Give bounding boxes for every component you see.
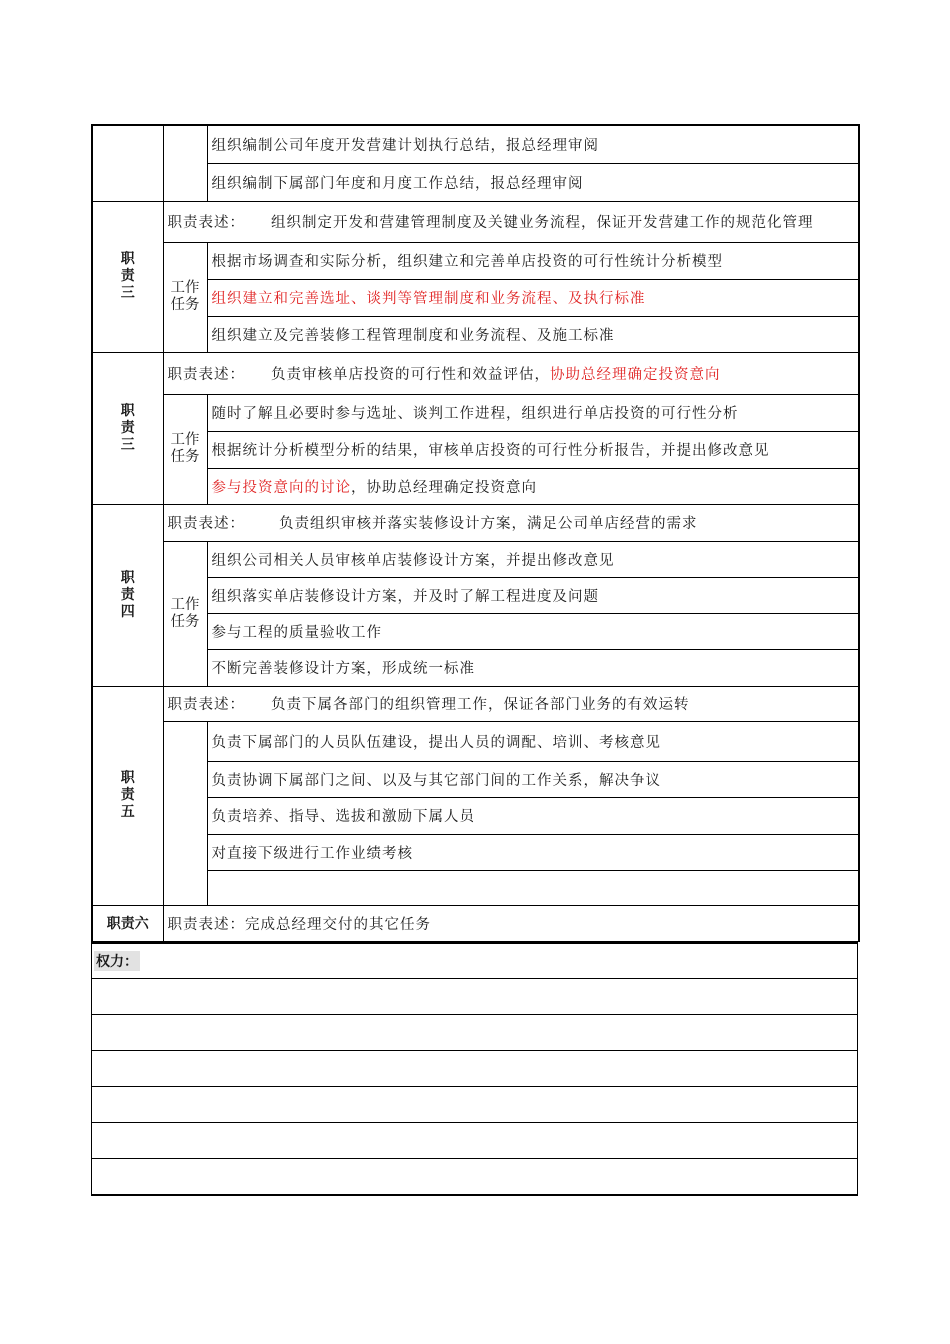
duty-title: 职责六 [92,905,163,941]
duty-desc: 职责表述： 负责下属各部门的组织管理工作，保证各部门业务的有效运转 [163,686,859,721]
table-row [92,761,859,797]
work-task-label: 工作 任务 [163,242,207,352]
duty-desc: 职责表述： 负责组织审核并落实装修设计方案，满足公司单店经营的需求 [163,504,859,541]
work-task-label: 工作 任务 [163,541,207,686]
table-row [92,352,859,394]
table-row [92,870,859,905]
duty-cell-empty [92,125,163,201]
table-row [92,721,859,761]
task-cell: 根据统计分析模型分析的结果，审核单店投资的可行性分析报告，并提出修改意见 [207,431,859,468]
table-row [92,163,859,201]
task-cell: 组织编制下属部门年度和月度工作总结，报总经理审阅 [207,163,859,201]
duty-title: 职 责 三 [92,352,163,504]
power-title: 权力： [94,951,140,971]
power-section [91,942,858,1196]
table-row [92,1087,857,1123]
table-row [92,613,859,649]
table-row [92,541,859,577]
task-cell: 参与工程的质量验收工作 [207,613,859,649]
task-cell: 负责协调下属部门之间、以及与其它部门间的工作关系，解决争议 [207,761,859,797]
table-row [92,905,859,941]
table-row [92,468,859,504]
table-row [92,201,859,242]
duty-title: 职 责 三 [92,201,163,352]
duty-title: 职 责 四 [92,504,163,686]
power-row [92,1159,857,1194]
task-cell: 组织公司相关人员审核单店装修设计方案，并提出修改意见 [207,541,859,577]
power-row [92,979,857,1015]
table-row [92,944,857,979]
task-cell: 负责培养、指导、选拔和激励下属人员 [207,797,859,834]
sub-cell-empty [163,721,207,905]
job-description-sheet [91,124,858,1196]
task-cell: 组织建立及完善装修工程管理制度和业务流程、及施工标准 [207,316,859,352]
task-cell: 参与投资意向的讨论，协助总经理确定投资意向 [207,468,859,504]
task-cell: 随时了解且必要时参与选址、谈判工作进程，组织进行单店投资的可行性分析 [207,394,859,431]
table-row [92,979,857,1015]
duty-desc: 职责表述： 组织制定开发和营建管理制度及关键业务流程，保证开发营建工作的规范化管理 [163,201,859,242]
table-row [92,1015,857,1051]
table-row [92,577,859,613]
duty-title: 职 责 五 [92,686,163,905]
table-row [92,1051,857,1087]
duty-desc: 职责表述：完成总经理交付的其它任务 [163,905,859,941]
power-row [92,1051,857,1087]
table-row [92,125,859,163]
table-row [92,834,859,870]
table-row [92,242,859,279]
table-row [92,1123,857,1159]
power-table [92,944,857,1194]
table-row [92,394,859,431]
table-row [92,686,859,721]
power-row [92,1123,857,1159]
task-cell: 组织落实单店装修设计方案，并及时了解工程进度及问题 [207,577,859,613]
task-cell [207,870,859,905]
table-row [92,649,859,686]
sub-cell-empty [163,125,207,201]
table-row [92,316,859,352]
table-row [92,504,859,541]
task-cell: 组织建立和完善选址、谈判等管理制度和业务流程、及执行标准 [207,279,859,316]
task-cell: 对直接下级进行工作业绩考核 [207,834,859,870]
table-row [92,1159,857,1194]
duty-desc: 职责表述： 负责审核单店投资的可行性和效益评估，协助总经理确定投资意向 [163,352,859,394]
power-header [92,944,857,979]
work-task-label: 工作 任务 [163,394,207,504]
power-row [92,1015,857,1051]
table-row [92,431,859,468]
task-cell: 根据市场调查和实际分析，组织建立和完善单店投资的可行性统计分析模型 [207,242,859,279]
duties-table [91,124,860,942]
task-cell: 不断完善装修设计方案，形成统一标准 [207,649,859,686]
table-row [92,279,859,316]
power-row [92,1087,857,1123]
table-row [92,797,859,834]
task-cell: 组织编制公司年度开发营建计划执行总结，报总经理审阅 [207,125,859,163]
task-cell: 负责下属部门的人员队伍建设，提出人员的调配、培训、考核意见 [207,721,859,761]
